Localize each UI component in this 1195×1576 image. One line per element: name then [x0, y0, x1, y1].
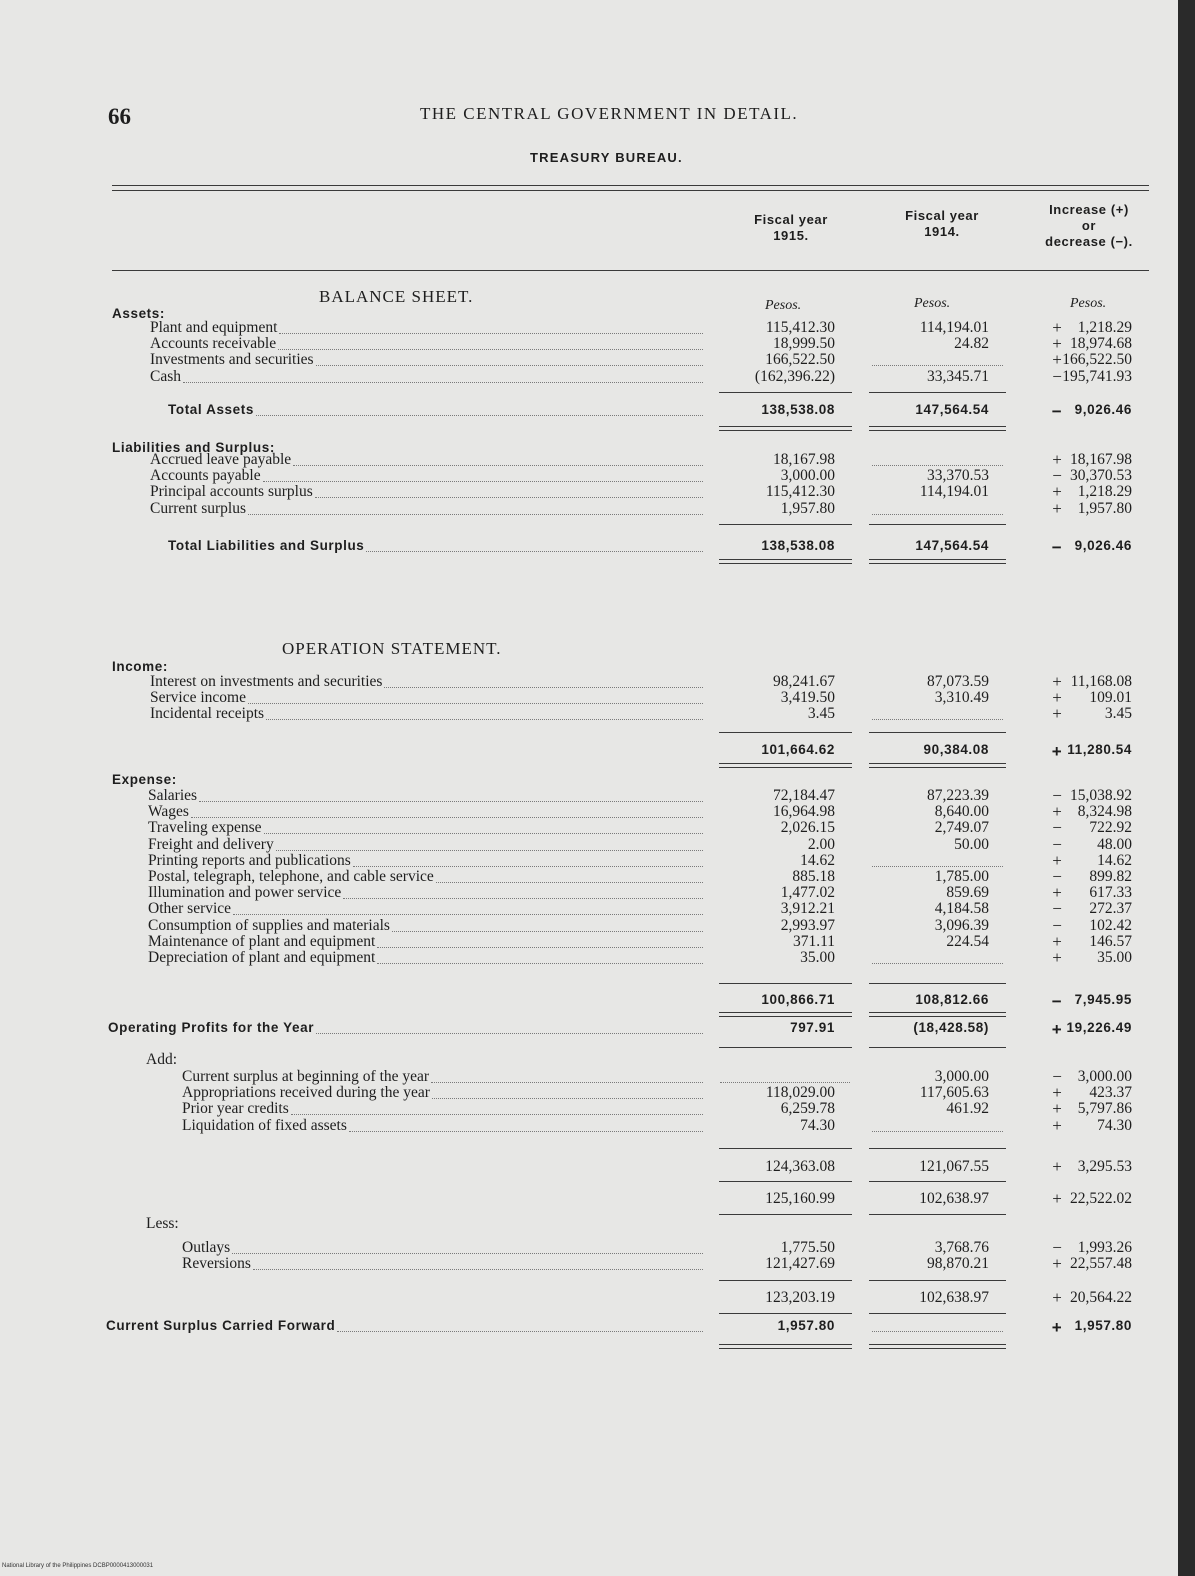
rule-addtotal-1915 — [719, 1181, 852, 1182]
change-sign: − — [1052, 899, 1062, 919]
value-change: 19,226.49 — [1066, 1020, 1132, 1035]
value-fy1914: 102,638.97 — [919, 1190, 989, 1207]
value-change: 8,324.98 — [1077, 803, 1132, 821]
value-fy1915: 124,363.08 — [765, 1158, 835, 1175]
value-fy1915: 35.00 — [800, 949, 835, 966]
leader-dots-fy1914 — [872, 963, 1003, 964]
change-sign: + — [1052, 704, 1062, 724]
value-change: 18,974.68 — [1070, 335, 1132, 353]
value-change: 166,522.50 — [1062, 351, 1132, 369]
value-change: 30,370.53 — [1070, 467, 1132, 485]
double-rule-expense-1914 — [869, 1012, 1006, 1017]
value-fy1915: 98,241.67 — [773, 673, 835, 690]
rule-addtotal-1914 — [869, 1181, 1006, 1182]
value-fy1914: 114,194.01 — [919, 483, 989, 501]
value-change: 102.42 — [1089, 916, 1132, 934]
value-fy1914: 1,785.00 — [934, 868, 989, 885]
value-change: 15,038.92 — [1070, 787, 1132, 804]
rule-assets-1914 — [869, 392, 1006, 393]
value-change: 423.37 — [1089, 1084, 1132, 1102]
change-sign: + — [1052, 931, 1062, 951]
header-bottom-rule — [112, 270, 1149, 271]
change-sign: + — [1052, 672, 1062, 691]
row-label: Consumption of supplies and materials — [148, 916, 390, 934]
leader-dots-label — [199, 801, 703, 802]
rule-grand-1914 — [869, 1214, 1006, 1215]
value-fy1915: 125,160.99 — [765, 1190, 835, 1207]
running-title: THE CENTRAL GOVERNMENT IN DETAIL. — [420, 104, 799, 123]
row-label: Liquidation of fixed assets — [182, 1116, 347, 1134]
value-fy1915: 138,538.08 — [761, 538, 835, 553]
leader-dots-fy1915 — [720, 1082, 850, 1083]
row-label: Salaries — [148, 787, 198, 804]
leader-dots-fy1914 — [872, 465, 1003, 466]
change-sign: − — [1051, 992, 1063, 1011]
row-label: Plant and equipment — [150, 319, 278, 336]
row-label: Incidental receipts — [150, 705, 265, 723]
value-fy1915: 2,026.15 — [780, 819, 835, 837]
expense-heading: Expense: — [112, 772, 177, 787]
value-change: 899.82 — [1089, 868, 1132, 885]
change-sign: + — [1052, 1157, 1062, 1176]
double-rule-income-1914 — [869, 763, 1006, 768]
value-change: 18,167.98 — [1070, 451, 1132, 468]
row-label: Principal accounts surplus — [150, 483, 313, 501]
rule-lesstotal-1915 — [719, 1313, 852, 1314]
value-fy1915: 121,427.69 — [765, 1255, 835, 1273]
leader-dots-label — [316, 1033, 703, 1034]
leader-dots-fy1914 — [872, 719, 1003, 720]
leader-dots-label — [266, 719, 703, 720]
rule-liabilities-1915 — [719, 524, 852, 525]
header-top-rule — [112, 185, 1149, 186]
leader-dots-label — [253, 1269, 703, 1270]
value-fy1914: 87,073.59 — [927, 673, 989, 690]
rule-grand-1915 — [719, 1214, 852, 1215]
leader-dots-label — [377, 963, 703, 964]
row-label: Traveling expense — [148, 819, 262, 837]
value-fy1914: 50.00 — [954, 835, 989, 853]
double-rule-liabilities-1914 — [869, 559, 1006, 564]
balance-sheet-title: BALANCE SHEET. — [319, 287, 474, 306]
bureau-title: TREASURY BUREAU. — [530, 150, 683, 165]
value-change: 722.92 — [1089, 819, 1132, 837]
row-label: Printing reports and publications — [148, 851, 351, 869]
double-rule-assets-1915 — [719, 426, 852, 431]
change-sign: + — [1052, 350, 1062, 370]
change-sign: − — [1052, 786, 1062, 805]
value-fy1915: 1,957.80 — [777, 1318, 835, 1333]
value-change: 1,957.80 — [1077, 499, 1132, 517]
value-change: 272.37 — [1089, 900, 1132, 918]
change-sign: + — [1052, 1254, 1062, 1274]
value-fy1915: 74.30 — [800, 1116, 835, 1134]
leader-dots-fy1914 — [872, 365, 1003, 366]
value-fy1915: 2.00 — [807, 835, 835, 853]
assets-heading: Assets: — [112, 306, 165, 321]
row-label: Current surplus at beginning of the year — [182, 1068, 430, 1085]
value-fy1914: 121,067.55 — [919, 1158, 989, 1175]
value-change: 11,168.08 — [1070, 673, 1132, 690]
leader-dots-label — [432, 1098, 703, 1099]
row-label: Accounts receivable — [150, 335, 277, 353]
value-change: 195,741.93 — [1062, 367, 1132, 385]
value-change: 35.00 — [1097, 949, 1132, 966]
value-fy1914: 108,812.66 — [915, 992, 989, 1007]
rule-income-1914 — [869, 732, 1006, 733]
value-fy1914: 117,605.63 — [919, 1084, 989, 1102]
change-sign: + — [1052, 850, 1062, 870]
value-change: 9,026.46 — [1074, 402, 1132, 417]
value-fy1915: 2,993.97 — [780, 916, 835, 934]
value-change: 14.62 — [1097, 851, 1132, 869]
rule-less-1915 — [719, 1280, 852, 1281]
value-fy1915: (162,396.22) — [754, 367, 835, 385]
operation-statement-title: OPERATION STATEMENT. — [282, 639, 502, 658]
row-label: Other service — [148, 900, 232, 918]
change-sign: + — [1052, 450, 1062, 469]
value-fy1914: 8,640.00 — [934, 803, 989, 821]
unit-label-1914: Pesos. — [914, 296, 951, 311]
double-rule-expense-1915 — [719, 1012, 852, 1017]
value-fy1914: 114,194.01 — [919, 319, 989, 336]
double-rule-carried-1914 — [869, 1344, 1006, 1349]
change-sign: + — [1052, 1115, 1062, 1135]
value-fy1914: 147,564.54 — [915, 402, 989, 417]
value-fy1915: 118,029.00 — [765, 1084, 835, 1102]
value-fy1915: 115,412.30 — [765, 319, 835, 336]
leader-dots-label — [431, 1082, 703, 1083]
value-change: 3,000.00 — [1077, 1068, 1132, 1085]
change-sign: + — [1052, 1083, 1062, 1103]
change-sign: + — [1052, 948, 1062, 967]
value-fy1914: 461.92 — [946, 1100, 989, 1118]
leader-dots-label — [248, 703, 703, 704]
change-sign: + — [1052, 334, 1062, 354]
value-change: 11,280.54 — [1067, 742, 1132, 757]
change-sign: + — [1052, 482, 1062, 502]
change-sign: − — [1052, 867, 1062, 886]
row-label: Service income — [150, 689, 246, 707]
leader-dots-label — [436, 882, 703, 883]
row-label: Appropriations received during the year — [182, 1084, 430, 1102]
change-sign: + — [1052, 318, 1062, 337]
value-fy1915: 18,167.98 — [773, 451, 835, 468]
leader-dots-label — [256, 415, 703, 416]
less-heading: Less: — [146, 1215, 179, 1232]
change-sign: + — [1051, 1020, 1063, 1039]
double-rule-income-1915 — [719, 763, 852, 768]
row-label: Current surplus — [150, 499, 247, 517]
rule-income-1915 — [719, 732, 852, 733]
value-change: 22,557.48 — [1070, 1255, 1132, 1273]
row-label: Accounts payable — [150, 467, 261, 485]
change-sign: + — [1052, 1288, 1062, 1307]
rule-liabilities-1914 — [869, 524, 1006, 525]
row-label: Operating Profits for the Year — [108, 1020, 315, 1035]
value-fy1914: 33,370.53 — [927, 467, 989, 485]
value-fy1914: 147,564.54 — [915, 538, 989, 553]
leader-dots-label — [291, 1114, 703, 1115]
row-label: Interest on investments and securities — [150, 673, 383, 690]
column-header-change: Increase (+) or decrease (−). — [1045, 202, 1133, 249]
leader-dots-label — [349, 1131, 703, 1132]
value-fy1915: 14.62 — [800, 851, 835, 869]
page-binding-edge — [1178, 0, 1195, 1576]
value-change: 617.33 — [1089, 884, 1132, 902]
value-fy1914: 3,000.00 — [934, 1068, 989, 1085]
change-sign: − — [1052, 1067, 1062, 1086]
change-sign: + — [1052, 498, 1062, 518]
unit-label-change: Pesos. — [1070, 296, 1107, 311]
change-sign: + — [1051, 742, 1063, 761]
value-fy1915: 123,203.19 — [765, 1289, 835, 1306]
row-label: Maintenance of plant and equipment — [148, 932, 376, 950]
change-sign: − — [1052, 834, 1062, 854]
value-fy1915: 6,259.78 — [780, 1100, 835, 1118]
rule-profits-1914 — [869, 1047, 1006, 1048]
rule-assets-1915 — [719, 392, 852, 393]
value-fy1915: 3,912.21 — [780, 900, 835, 918]
leader-dots-fy1914 — [872, 514, 1003, 515]
value-fy1915: 115,412.30 — [765, 483, 835, 501]
value-fy1915: 138,538.08 — [761, 402, 835, 417]
leader-dots-label — [293, 465, 703, 466]
column-header-fy1915: Fiscal year 1915. — [754, 212, 828, 243]
row-label: Total Assets — [168, 402, 254, 417]
value-fy1915: 101,664.62 — [761, 742, 835, 757]
value-change: 3.45 — [1104, 705, 1132, 723]
value-fy1914: 4,184.58 — [934, 900, 989, 918]
row-label: Freight and delivery — [148, 835, 274, 853]
change-sign: − — [1052, 466, 1062, 486]
value-fy1915: 371.11 — [792, 932, 835, 950]
value-change: 1,218.29 — [1077, 483, 1132, 501]
leader-dots-label — [279, 333, 703, 334]
value-change: 1,993.26 — [1077, 1239, 1132, 1256]
leader-dots-label — [377, 947, 703, 948]
row-label: Postal, telegraph, telephone, and cable service — [148, 868, 434, 885]
value-change: 20,564.22 — [1070, 1289, 1132, 1306]
header-top-rule-2 — [112, 190, 1149, 191]
value-fy1914: 3,768.76 — [934, 1239, 989, 1256]
row-label: Outlays — [182, 1239, 231, 1256]
value-change: 9,026.46 — [1074, 538, 1132, 553]
value-fy1915: 1,477.02 — [780, 884, 835, 902]
leader-dots-fy1914 — [872, 866, 1003, 867]
row-label: Investments and securities — [150, 351, 314, 369]
leader-dots-label — [232, 1253, 703, 1254]
change-sign: − — [1052, 818, 1062, 838]
rule-expense-1914 — [869, 983, 1006, 984]
value-change: 1,957.80 — [1074, 1318, 1132, 1333]
change-sign: + — [1052, 802, 1062, 822]
leader-dots-label — [315, 497, 703, 498]
row-label: Illumination and power service — [148, 884, 342, 902]
rule-add-1914 — [869, 1148, 1006, 1149]
row-label: Current Surplus Carried Forward — [106, 1318, 336, 1333]
leader-dots-label — [384, 687, 703, 688]
add-heading: Add: — [146, 1051, 177, 1068]
change-sign: − — [1052, 1238, 1062, 1257]
value-change: 22,522.02 — [1070, 1190, 1132, 1207]
page-number: 66 — [108, 104, 131, 129]
leader-dots-label — [343, 898, 703, 899]
value-fy1914: 3,096.39 — [934, 916, 989, 934]
value-fy1914: (18,428.58) — [913, 1020, 989, 1035]
value-change: 1,218.29 — [1077, 319, 1132, 336]
value-change: 5,797.86 — [1077, 1100, 1132, 1118]
rule-lesstotal-1914 — [869, 1313, 1006, 1314]
leader-dots-label — [183, 382, 703, 383]
double-rule-liabilities-1915 — [719, 559, 852, 564]
leader-dots-label — [264, 833, 703, 834]
value-fy1915: 3.45 — [807, 705, 835, 723]
leader-dots-label — [248, 514, 703, 515]
double-rule-assets-1914 — [869, 426, 1006, 431]
value-fy1914: 98,870.21 — [927, 1255, 989, 1273]
double-rule-carried-1915 — [719, 1344, 852, 1349]
change-sign: + — [1052, 1189, 1062, 1208]
value-fy1914: 90,384.08 — [923, 742, 989, 757]
leader-dots-label — [276, 850, 703, 851]
row-label: Wages — [148, 803, 189, 821]
value-fy1915: 166,522.50 — [765, 351, 835, 369]
leader-dots-label — [233, 914, 703, 915]
change-sign: + — [1051, 1318, 1063, 1337]
value-fy1914: 859.69 — [946, 884, 989, 902]
row-label: Total Liabilities and Surplus — [168, 538, 365, 553]
change-sign: − — [1052, 915, 1062, 935]
leader-dots-label — [191, 817, 703, 818]
change-sign: + — [1052, 883, 1062, 903]
value-fy1915: 1,775.50 — [780, 1239, 835, 1256]
row-label: Depreciation of plant and equipment — [148, 949, 376, 966]
value-fy1914: 224.54 — [946, 932, 989, 950]
value-change: 146.57 — [1089, 932, 1132, 950]
liabilities-heading: Liabilities and Surplus: — [112, 440, 275, 455]
row-label: Cash — [150, 367, 181, 385]
value-fy1914: 3,310.49 — [934, 689, 989, 707]
change-sign: − — [1051, 402, 1063, 421]
value-fy1914: 24.82 — [954, 335, 989, 353]
value-change: 7,945.95 — [1074, 992, 1132, 1007]
change-sign: − — [1052, 366, 1062, 386]
row-label: Accrued leave payable — [150, 451, 292, 468]
leader-dots-label — [278, 349, 703, 350]
value-fy1915: 16,964.98 — [773, 803, 835, 821]
value-fy1914: 33,345.71 — [927, 367, 989, 385]
leader-dots-label — [337, 1331, 703, 1332]
row-label: Prior year credits — [182, 1100, 289, 1118]
rule-profits-1915 — [719, 1047, 852, 1048]
leader-dots-label — [353, 866, 703, 867]
value-change: 74.30 — [1097, 1116, 1132, 1134]
value-change: 3,295.53 — [1077, 1158, 1132, 1175]
rule-expense-1915 — [719, 983, 852, 984]
value-fy1915: 18,999.50 — [773, 335, 835, 353]
value-fy1915: 72,184.47 — [773, 787, 835, 804]
value-fy1915: 3,000.00 — [780, 467, 835, 485]
library-footer: National Library of the Philippines DCBP0000413000031 — [2, 1563, 154, 1569]
value-fy1915: 885.18 — [792, 868, 835, 885]
row-label: Reversions — [182, 1255, 251, 1273]
unit-label-1915: Pesos. — [765, 298, 802, 313]
income-heading: Income: — [112, 659, 168, 674]
value-change: 109.01 — [1089, 689, 1132, 707]
leader-dots-label — [263, 481, 703, 482]
leader-dots-fy1914 — [872, 1331, 1003, 1332]
change-sign: − — [1051, 538, 1063, 557]
leader-dots-label — [392, 931, 703, 932]
rule-less-1914 — [869, 1280, 1006, 1281]
change-sign: + — [1052, 688, 1062, 708]
value-fy1914: 87,223.39 — [927, 787, 989, 804]
rule-add-1915 — [719, 1148, 852, 1149]
value-fy1915: 797.91 — [790, 1020, 835, 1035]
value-fy1914: 2,749.07 — [934, 819, 989, 837]
leader-dots-label — [366, 551, 703, 552]
value-fy1915: 3,419.50 — [780, 689, 835, 707]
value-fy1914: 102,638.97 — [919, 1289, 989, 1306]
value-fy1915: 1,957.80 — [780, 499, 835, 517]
value-change: 48.00 — [1097, 835, 1132, 853]
leader-dots-fy1914 — [872, 1131, 1003, 1132]
column-header-fy1914: Fiscal year 1914. — [905, 208, 979, 239]
leader-dots-label — [316, 365, 703, 366]
change-sign: + — [1052, 1099, 1062, 1119]
value-fy1915: 100,866.71 — [761, 992, 835, 1007]
